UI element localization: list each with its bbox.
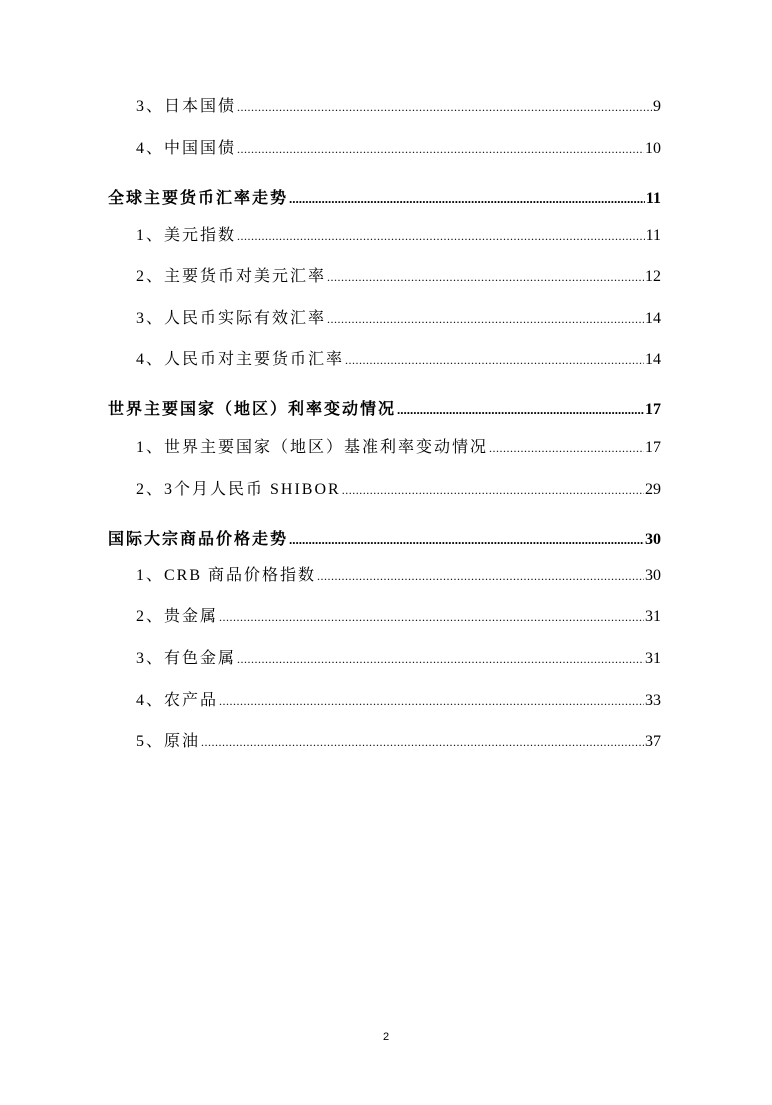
dot-leader (219, 607, 644, 627)
toc-entry-page: 29 (645, 481, 661, 498)
dot-leader (342, 480, 644, 500)
dot-leader (237, 649, 644, 669)
dot-leader (237, 139, 644, 159)
toc-section-page: 11 (645, 190, 661, 207)
toc-entry-page: 14 (645, 351, 661, 368)
toc-entry-label: 2、贵金属 (136, 608, 219, 625)
dot-leader (201, 732, 644, 752)
toc-entry-label: 3、有色金属 (136, 650, 237, 667)
toc-entry-shibor[interactable] (136, 480, 661, 500)
toc-section-label: 全球主要货币汇率走势 (108, 190, 289, 207)
dot-leader (289, 530, 644, 550)
dot-leader (489, 438, 644, 458)
toc-section-page: 30 (645, 531, 661, 548)
toc-entry-label: 5、原油 (136, 733, 201, 750)
toc-entry-label: 1、世界主要国家（地区）基准利率变动情况 (136, 439, 489, 456)
toc-entry-japan-bonds[interactable] (136, 97, 661, 117)
toc-entry-rmb-vs-major[interactable] (136, 350, 661, 370)
toc-section-commodities[interactable] (108, 530, 661, 550)
dot-leader (397, 400, 644, 420)
toc-entry-page: 33 (645, 692, 661, 709)
toc-entry-page: 17 (645, 439, 661, 456)
dot-leader (317, 566, 644, 586)
toc-entry-label: 4、农产品 (136, 692, 219, 709)
toc-entry-page: 9 (653, 98, 661, 115)
toc-entry-crb-index[interactable] (136, 566, 661, 586)
toc-section-interest-rates[interactable] (108, 400, 661, 420)
dot-leader (237, 97, 652, 117)
toc-entry-label: 4、人民币对主要货币汇率 (136, 351, 345, 368)
toc-entry-agricultural[interactable] (136, 691, 661, 711)
dot-leader (345, 350, 644, 370)
toc-entry-precious-metals[interactable] (136, 607, 661, 627)
toc-entry-label: 2、主要货币对美元汇率 (136, 268, 327, 285)
toc-entry-page: 37 (645, 733, 661, 750)
dot-leader (289, 189, 645, 209)
toc-entry-page: 14 (645, 310, 661, 327)
dot-leader (219, 691, 644, 711)
toc-entry-page: 11 (645, 227, 661, 244)
toc-entry-label: 1、CRB 商品价格指数 (136, 567, 317, 584)
toc-section-label: 世界主要国家（地区）利率变动情况 (108, 401, 397, 418)
toc-entry-china-bonds[interactable] (136, 139, 661, 159)
toc-entry-label: 2、3个月人民币 SHIBOR (136, 481, 341, 498)
toc-entry-major-vs-usd[interactable] (136, 267, 661, 287)
toc-section-currency[interactable] (108, 189, 661, 209)
toc-entry-dollar-index[interactable] (136, 226, 661, 246)
toc-entry-page: 30 (645, 567, 661, 584)
dot-leader (327, 309, 644, 329)
toc-entry-nonferrous-metals[interactable] (136, 649, 661, 669)
toc-entry-page: 12 (645, 268, 661, 285)
toc-section-page: 17 (645, 401, 661, 418)
toc-entry-label: 3、人民币实际有效汇率 (136, 310, 327, 327)
dot-leader (237, 226, 645, 246)
toc-section-label: 国际大宗商品价格走势 (108, 531, 289, 548)
toc-entry-page: 31 (645, 650, 661, 667)
toc-entry-label: 4、中国国债 (136, 140, 237, 157)
toc-entry-crude-oil[interactable] (136, 732, 661, 752)
toc-entry-page: 10 (645, 140, 661, 157)
toc-entry-label: 1、美元指数 (136, 227, 237, 244)
toc-entry-benchmark-rates[interactable] (136, 438, 661, 458)
toc-entry-label: 3、日本国债 (136, 98, 237, 115)
dot-leader (327, 267, 644, 287)
page-number: 2 (382, 1031, 390, 1043)
toc-entry-rmb-reer[interactable] (136, 309, 661, 329)
toc-entry-page: 31 (645, 608, 661, 625)
